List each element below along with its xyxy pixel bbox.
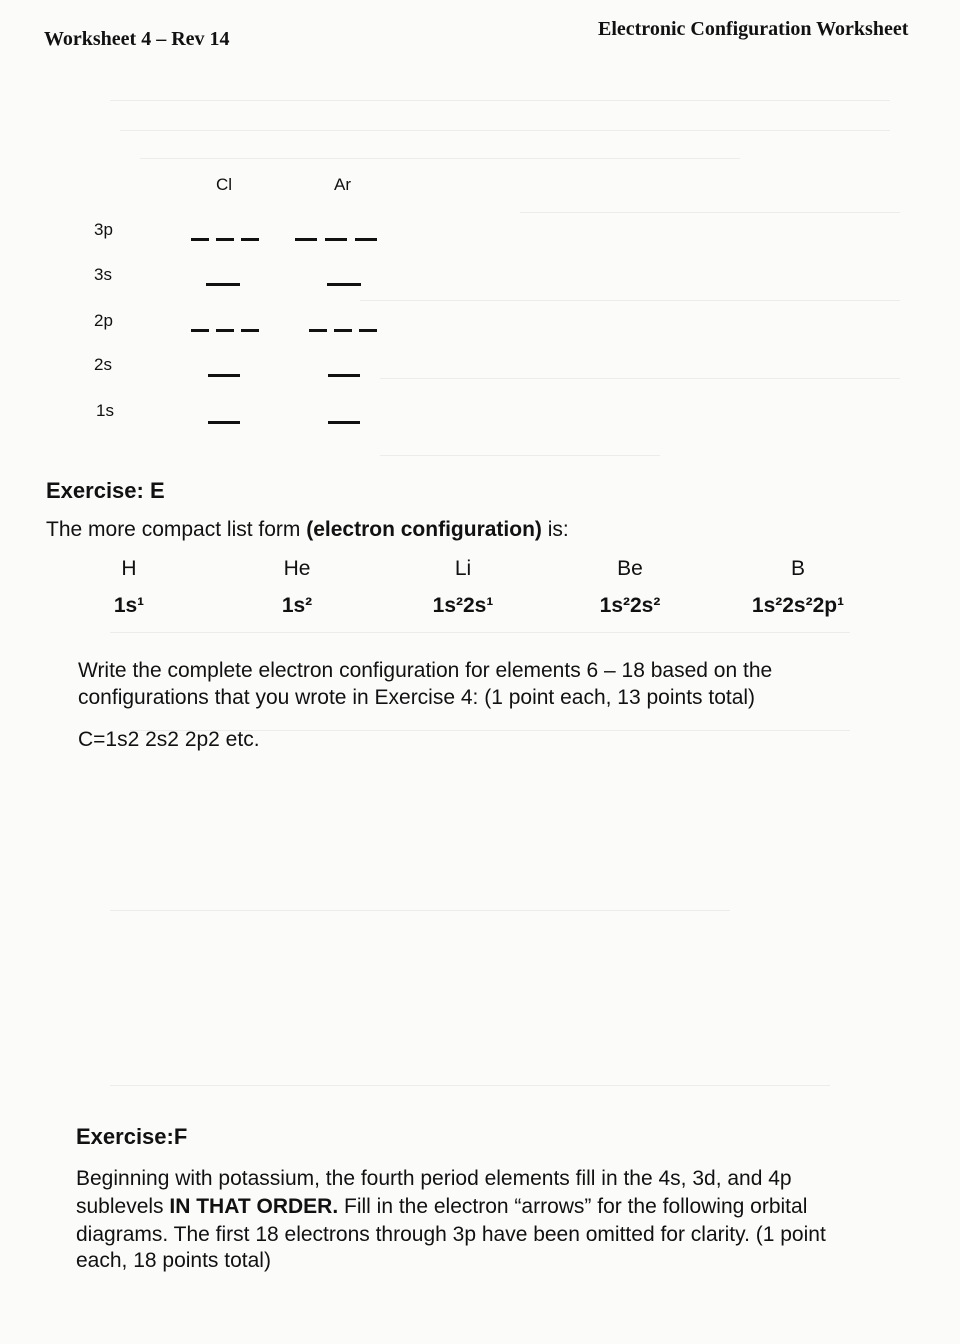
element-symbol: Li (454, 557, 472, 580)
orbital-blank[interactable] (208, 421, 240, 424)
instruction-line-1: Write the complete electron configuration for elements 6 – 18 based on the (78, 659, 773, 682)
exercise-f-line-2: sublevels IN THAT ORDER. Fill in the electron “arrows” for the following orbital (76, 1195, 808, 1218)
element-config: 1s² (281, 594, 313, 617)
orbital-blank[interactable] (325, 238, 347, 241)
element-symbol: B (790, 557, 805, 580)
sublevel-label-2s: 2s (94, 355, 112, 374)
element-config: 1s²2s²2p¹ (751, 594, 845, 617)
element-config: 1s¹ (113, 594, 145, 617)
orbital-blank[interactable] (359, 329, 377, 332)
exercise-e-intro: The more compact list form (electron configuration) is: (46, 518, 569, 541)
worksheet-id: Worksheet 4 – Rev 14 (44, 28, 230, 50)
element-symbol: Be (617, 557, 643, 580)
orbital-blank[interactable] (309, 329, 327, 332)
orbital-blank[interactable] (206, 283, 240, 286)
element-symbol: He (283, 557, 311, 580)
element-config: 1s²2s¹ (432, 594, 494, 617)
column-head-cl: Cl (216, 175, 233, 194)
sublevel-label-3p: 3p (94, 220, 113, 239)
element-symbol: H (121, 557, 137, 580)
orbital-blank[interactable] (241, 238, 259, 241)
worksheet-title: Electronic Configuration Worksheet (598, 18, 909, 40)
exercise-f-line-3: diagrams. The first 18 electrons through 3p have been omitted for clarity. (1 point (76, 1223, 826, 1246)
column-head-ar: Ar (334, 175, 351, 194)
sublevel-label-3s: 3s (94, 265, 112, 284)
example-answer: C=1s2 2s2 2p2 etc. (78, 728, 260, 751)
element-config: 1s²2s² (599, 594, 661, 617)
exercise-f-line-1: Beginning with potassium, the fourth period elements fill in the 4s, 3d, and 4p (76, 1167, 792, 1190)
orbital-blank[interactable] (216, 238, 234, 241)
orbital-blank[interactable] (191, 329, 209, 332)
orbital-blank[interactable] (241, 329, 259, 332)
orbital-blank[interactable] (208, 374, 240, 377)
orbital-blank[interactable] (327, 283, 361, 286)
exercise-f-line-4: each, 18 points total) (76, 1249, 271, 1272)
orbital-blank[interactable] (334, 329, 352, 332)
sublevel-label-2p: 2p (94, 311, 113, 330)
exercise-f-title: Exercise:F (76, 1124, 188, 1149)
instruction-line-2: configurations that you wrote in Exercise 4: (1 point each, 13 points total) (78, 686, 756, 709)
orbital-blank[interactable] (328, 421, 360, 424)
orbital-blank[interactable] (355, 238, 377, 241)
orbital-blank[interactable] (191, 238, 209, 241)
orbital-blank[interactable] (328, 374, 360, 377)
orbital-blank[interactable] (295, 238, 317, 241)
sublevel-label-1s: 1s (96, 401, 114, 420)
exercise-e-title: Exercise: E (46, 478, 165, 503)
orbital-blank[interactable] (216, 329, 234, 332)
